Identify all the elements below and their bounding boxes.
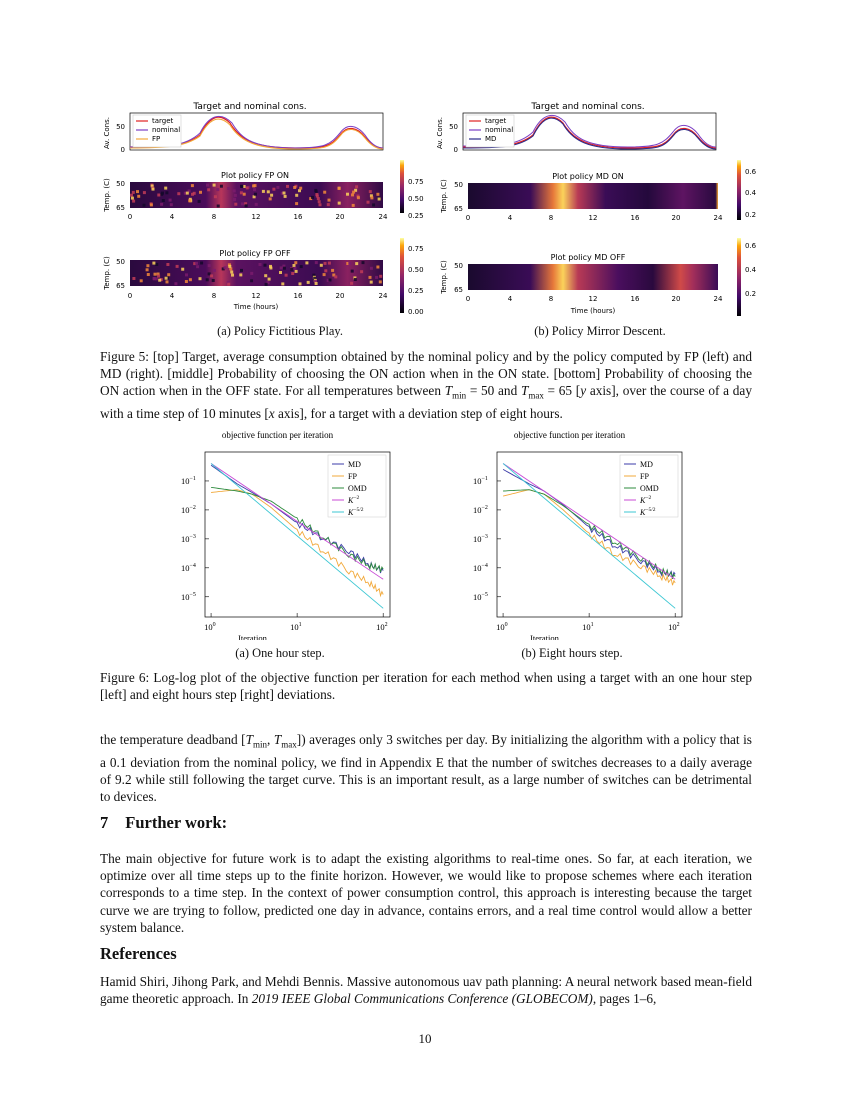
heat-cell — [264, 264, 267, 267]
fig5a-xtick: 4 — [169, 292, 175, 300]
heat-cell — [234, 194, 237, 197]
heat-cell — [299, 282, 302, 285]
fig5b-heat2-xticks — [466, 295, 723, 303]
heat-cell — [230, 271, 233, 274]
fig5b-heat1-map — [468, 183, 718, 209]
fig5a-heat1-ytick: 65 — [116, 204, 125, 212]
heat-cell — [318, 200, 321, 203]
heat-cell — [206, 184, 209, 187]
heat-cell — [307, 281, 310, 284]
heat-cell — [191, 184, 194, 187]
heat-cell — [193, 192, 196, 195]
heat-cell — [188, 199, 191, 202]
heat-cell — [214, 195, 217, 198]
fig5a-xtick: 4 — [169, 213, 175, 221]
heat-cell — [198, 200, 201, 203]
heat-cell — [324, 269, 327, 272]
x-tick-label: $10^0$ — [496, 622, 508, 632]
heat-cell — [181, 268, 184, 271]
legend-label: $K^{-2}$ — [640, 495, 652, 505]
heat-cell — [355, 262, 358, 265]
heat-cell — [305, 261, 308, 264]
fig5-left-panel — [95, 95, 425, 320]
heat-cell — [315, 190, 318, 193]
heat-cell — [253, 188, 256, 191]
fig6b-chart — [452, 425, 692, 640]
heat-cell — [143, 191, 146, 194]
heat-cell — [167, 273, 170, 276]
heat-cell — [329, 279, 332, 282]
heat-cell — [283, 192, 286, 195]
fig5a-cbar1-tick: 0.25 — [408, 212, 424, 220]
heat-cell — [227, 187, 230, 190]
heat-cell — [279, 271, 282, 274]
heat-cell — [351, 270, 354, 273]
fig5b-cbar2-tick: 0.4 — [745, 266, 757, 274]
fig5b-heat2-map — [468, 264, 718, 290]
fig5a-subcaption: (a) Policy Fictitious Play. — [217, 324, 343, 338]
fig5b-xtick: 20 — [671, 295, 681, 303]
heat-cell — [200, 262, 203, 265]
heat-cell — [367, 201, 370, 204]
heat-cell — [233, 189, 236, 192]
heat-cell — [199, 277, 202, 280]
y-tick-label: $10^{-4}$ — [181, 562, 196, 573]
heat-cell — [147, 273, 150, 276]
fig5a-xtick: 16 — [293, 213, 303, 221]
heat-cell — [161, 192, 164, 195]
x-tick-label: $10^1$ — [582, 622, 594, 632]
heat-cell — [239, 273, 242, 276]
fig5a-xtick: 16 — [293, 292, 303, 300]
chart-title: objective function per iteration — [221, 430, 334, 440]
heat-cell — [338, 187, 341, 190]
fig5b-top-title: Target and nominal cons. — [531, 102, 645, 112]
x-axis-label: Iteration — [238, 633, 267, 640]
page-number: 10 — [418, 1031, 432, 1046]
fig5a-heat1-ylabel: Temp. (C) — [103, 178, 111, 212]
heat-cell — [354, 278, 357, 281]
heat-cell — [262, 190, 265, 193]
fig5b-cbar1-tick: 0.4 — [745, 189, 757, 197]
heat-cell — [269, 197, 272, 200]
fig5b-cbar2-tick: 0.2 — [745, 290, 757, 298]
heat-cell — [176, 265, 179, 268]
heat-cell — [352, 204, 355, 207]
y-tick-label: $10^{-2}$ — [473, 504, 488, 515]
heat-cell — [316, 195, 319, 198]
heat-cell — [348, 262, 351, 265]
heat-cell — [284, 195, 287, 198]
heat-cell — [346, 193, 349, 196]
heat-cell — [362, 261, 365, 264]
heat-cell — [146, 268, 149, 271]
heat-cell — [227, 283, 230, 286]
heat-cell — [295, 194, 298, 197]
fig5a-top-ytick: 50 — [116, 123, 125, 131]
heat-cell — [213, 184, 216, 187]
y-tick-label: $10^{-5}$ — [473, 591, 488, 602]
heat-cell — [162, 199, 165, 202]
heat-cell — [372, 203, 375, 206]
heat-cell — [376, 193, 379, 196]
heat-cell — [166, 280, 169, 283]
heat-cell — [338, 202, 341, 205]
heat-cell — [196, 265, 199, 268]
heat-cell — [233, 198, 236, 201]
reference-entry: Hamid Shiri, Jihong Park, and Mehdi Bennis. Massive autonomous uav path planning: A neural network based mean-field game theoretic approach. In 2019 IEEE Global Communications Conference (GLOBECOM), pages 1–6, — [100, 974, 752, 1007]
fig5b-legend-label: nominal — [485, 126, 514, 134]
heat-cell — [146, 264, 149, 267]
fig5-right-panel — [428, 95, 758, 320]
heat-cell — [370, 281, 373, 284]
heat-cell — [217, 205, 220, 208]
fig5b-xtick: 8 — [548, 214, 554, 222]
heat-cell — [323, 191, 326, 194]
heat-cell — [240, 269, 243, 272]
heat-cell — [199, 191, 202, 194]
heat-cell — [254, 193, 257, 196]
heat-cell — [370, 196, 373, 199]
heat-cell — [378, 198, 381, 201]
legend-label: OMD — [348, 484, 367, 493]
heat-cell — [369, 276, 372, 279]
fig5a-xtick: 12 — [251, 292, 261, 300]
legend-label: OMD — [640, 484, 659, 493]
chart-title: objective function per iteration — [513, 430, 626, 440]
legend-label: $K^{-2}$ — [348, 495, 360, 505]
heat-cell — [207, 188, 210, 191]
fig5b-xtick: 20 — [671, 214, 681, 222]
heat-cell — [379, 275, 382, 278]
heat-cell — [270, 194, 273, 197]
fig6a-subcaption: (a) One hour step. — [235, 646, 325, 660]
heat-cell — [293, 264, 296, 267]
heat-cell — [155, 263, 158, 266]
fig5a-legend-label: nominal — [152, 126, 181, 134]
heat-cell — [177, 192, 180, 195]
legend-label: MD — [348, 460, 361, 469]
fig5a-xtick: 8 — [211, 213, 217, 221]
fig5b-xtick: 4 — [507, 214, 513, 222]
heat-cell — [324, 262, 327, 265]
heat-cell — [158, 279, 161, 282]
heat-cell — [291, 272, 294, 275]
heat-cell — [165, 277, 168, 280]
heat-cell — [283, 267, 286, 270]
heat-cell — [295, 202, 298, 205]
heat-cell — [315, 282, 318, 285]
fig5b-xtick: 16 — [630, 295, 640, 303]
fig5b-top-ylabel: Av. Cons. — [436, 117, 444, 149]
heat-cell — [185, 273, 188, 276]
heat-cell — [351, 193, 354, 196]
fig5a-cbar1 — [400, 160, 404, 213]
heat-cell — [220, 185, 223, 188]
heat-cell — [246, 186, 249, 189]
fig5b-heat1-xticks — [466, 214, 723, 222]
fig5a-xtick: 12 — [251, 213, 261, 221]
fig5b-heat1-title: Plot policy MD ON — [552, 172, 624, 181]
heat-cell — [295, 270, 298, 273]
heat-cell — [186, 192, 189, 195]
fig5a-top-ylabel: Av. Cons. — [103, 117, 111, 149]
fig5a-xtick: 24 — [378, 292, 388, 300]
fig5a-legend-label: target — [152, 117, 174, 125]
fig5b-top-ytick: 50 — [449, 123, 458, 131]
fig5a-cbar1-tick: 0.75 — [408, 178, 424, 186]
legend-label: MD — [640, 460, 653, 469]
heat-cell — [132, 200, 135, 203]
x-tick-label: $10^0$ — [204, 622, 216, 632]
heat-cell — [132, 191, 135, 194]
fig5b-xtick: 0 — [465, 214, 471, 222]
heat-cell — [154, 273, 157, 276]
legend-label: FP — [348, 472, 357, 481]
fig5a-top-title: Target and nominal cons. — [193, 102, 307, 112]
fig5b-xtick: 0 — [465, 295, 471, 303]
heat-cell — [243, 193, 246, 196]
heat-cell — [268, 278, 271, 281]
fig5b-cbar2 — [737, 238, 741, 316]
fig5a-cbar2-tick: 0.00 — [408, 308, 424, 316]
fig6-caption: Figure 6: Log-log plot of the objective function per iteration for each method when using a target with an one hour step [left] and eight hours step [right] deviations. — [100, 670, 752, 703]
fig5a-xlabel: Time (hours) — [233, 303, 279, 311]
body-paragraph-2: The main objective for future work is to adapt the existing algorithms to real-time ones. So far, at each iteration, we optimize over all time steps up to the finite horizon. However, we would like to propose schemes where each iteration corresponds to a time step. In the context of power consumption control, this approach is interesting because the target curve we are trying to follow, predicted one day in advance, contains errors, and a real time control would allow a better system balance. — [100, 851, 752, 935]
fig5a-xtick: 8 — [211, 292, 217, 300]
heat-cell — [157, 275, 160, 278]
heat-cell — [234, 203, 237, 206]
fig5b-heat1-ytick: 65 — [454, 205, 463, 213]
heat-cell — [166, 263, 169, 266]
fig5b-cbar1-tick: 0.2 — [745, 211, 757, 219]
heat-cell — [300, 265, 303, 268]
heat-cell — [165, 191, 168, 194]
heat-cell — [153, 277, 156, 280]
heat-cell — [210, 274, 213, 277]
fig5b-legend-label: target — [485, 117, 507, 125]
heat-cell — [231, 274, 234, 277]
heat-cell — [213, 269, 216, 272]
heat-cell — [290, 268, 293, 271]
fig5a-cbar2-tick: 0.50 — [408, 266, 424, 274]
heat-cell — [143, 204, 146, 207]
heat-cell — [294, 261, 297, 264]
fig5b-legend-label: MD — [485, 135, 497, 143]
heat-cell — [136, 190, 139, 193]
heat-cell — [131, 197, 134, 200]
heat-cell — [264, 274, 267, 277]
fig5b-top-ytick: 0 — [453, 146, 458, 154]
heat-cell — [379, 280, 382, 283]
fig5a-heat2-ytick: 50 — [116, 258, 125, 266]
heat-cell — [269, 267, 272, 270]
heat-cell — [140, 279, 143, 282]
heat-cell — [152, 262, 155, 265]
fig5b-xtick: 4 — [507, 295, 513, 303]
heat-cell — [228, 265, 231, 268]
heat-cell — [240, 191, 243, 194]
legend-label: $K^{-5/2}$ — [348, 507, 364, 517]
heat-cell — [323, 273, 326, 276]
heat-cell — [170, 203, 173, 206]
fig5b-heat2-ytick: 65 — [454, 286, 463, 294]
heat-cell — [267, 190, 270, 193]
fig5a-legend-label: FP — [152, 135, 161, 143]
heat-cell — [286, 185, 289, 188]
x-tick-label: $10^2$ — [668, 622, 680, 632]
fig5b-xtick: 8 — [548, 295, 554, 303]
fig5a-heat1-ytick: 50 — [116, 180, 125, 188]
fig5a-xtick: 20 — [335, 292, 345, 300]
fig5a-heat1-xticks — [128, 213, 388, 221]
heat-cell — [376, 266, 379, 269]
heat-cell — [195, 262, 198, 265]
heat-cell — [319, 203, 322, 206]
y-tick-label: $10^{-3}$ — [181, 533, 196, 544]
section-heading — [100, 813, 227, 833]
heat-cell — [370, 267, 373, 270]
heat-cell — [369, 190, 372, 193]
fig5b-cbar2-tick: 0.6 — [745, 242, 757, 250]
heat-cell — [150, 203, 153, 206]
heat-cell — [216, 188, 219, 191]
y-tick-label: $10^{-4}$ — [473, 562, 488, 573]
fig6a-chart — [160, 425, 400, 640]
legend-label: FP — [640, 472, 649, 481]
fig5b-xtick: 12 — [588, 214, 598, 222]
heat-cell — [189, 278, 192, 281]
heat-cell — [276, 186, 279, 189]
heat-cell — [169, 199, 172, 202]
y-tick-label: $10^{-1}$ — [473, 475, 488, 486]
heat-cell — [137, 195, 140, 198]
fig5a-cbar2-tick: 0.75 — [408, 245, 424, 253]
heat-cell — [328, 199, 331, 202]
fig5a-cbar2-tick: 0.25 — [408, 287, 424, 295]
heat-cell — [285, 274, 288, 277]
heat-cell — [224, 266, 227, 269]
heat-cell — [252, 184, 255, 187]
references-heading: References — [100, 944, 177, 963]
heat-cell — [360, 270, 363, 273]
fig5b-subcaption: (b) Policy Mirror Descent. — [534, 324, 666, 338]
fig5b-heat2-ytick: 50 — [454, 262, 463, 270]
fig5a-cbar2 — [400, 238, 404, 313]
fig5b-xtick: 16 — [630, 214, 640, 222]
fig5a-heat2-ytick: 65 — [116, 282, 125, 290]
fig5b-xtick: 24 — [713, 214, 723, 222]
heat-cell — [280, 266, 283, 269]
heat-cell — [206, 278, 209, 281]
x-tick-label: $10^1$ — [290, 622, 302, 632]
heat-cell — [327, 203, 330, 206]
fig5b-xtick: 12 — [588, 295, 598, 303]
heat-cell — [185, 280, 188, 283]
y-tick-label: $10^{-5}$ — [181, 591, 196, 602]
fig5a-xtick: 0 — [127, 213, 133, 221]
heat-cell — [320, 264, 323, 267]
heat-cell — [208, 264, 211, 267]
heat-cell — [255, 203, 258, 206]
heat-cell — [350, 282, 353, 285]
heat-cell — [375, 276, 378, 279]
heat-cell — [245, 204, 248, 207]
x-tick-label: $10^2$ — [376, 622, 388, 632]
heat-cell — [328, 262, 331, 265]
fig5a-heat2-ylabel: Temp. (C) — [103, 256, 111, 290]
heat-cell — [293, 267, 296, 270]
heat-cell — [293, 186, 296, 189]
fig5-caption: Figure 5: [top] Target, average consumption obtained by the nominal policy and by the policy computed by FP (left) and MD (right). [middle] Probability of choosing the ON action when in the ON state. [bottom] Probability of choosing the ON action when in the OFF state. For all temperatures between $T_{min} = 50$ and $T_{max} = 65$ [y axis], over the course of a day with a time step of 10 minutes [x axis], for a target with a deviation step of eight hours. — [100, 349, 752, 422]
heat-cell — [174, 282, 177, 285]
heat-cell — [357, 196, 360, 199]
fig6b-subcaption: (b) Eight hours step. — [521, 646, 623, 660]
y-tick-label: $10^{-1}$ — [181, 475, 196, 486]
fig5b-xtick: 24 — [713, 295, 723, 303]
fig5b-heat2-title: Plot policy MD OFF — [550, 253, 626, 262]
heat-cell — [241, 202, 244, 205]
y-tick-label: $10^{-2}$ — [181, 504, 196, 515]
heat-cell — [259, 263, 262, 266]
fig5b-heat2-ylabel: Temp. (C) — [440, 260, 448, 294]
fig5b-cbar1-tick: 0.6 — [745, 168, 757, 176]
x-axis-label: Iteration — [530, 633, 559, 640]
heat-cell — [272, 188, 275, 191]
heat-cell — [265, 283, 268, 286]
fig5a-heat2-title: Plot policy FP OFF — [219, 249, 291, 258]
fig5a-xtick: 24 — [378, 213, 388, 221]
heat-cell — [212, 279, 215, 282]
fig5a-cbar1-tick: 0.50 — [408, 195, 424, 203]
heat-cell — [299, 187, 302, 190]
legend-label: $K^{-5/2}$ — [640, 507, 656, 517]
heat-cell — [250, 272, 253, 275]
fig5a-heat2-xticks — [128, 292, 388, 300]
heat-cell — [315, 261, 318, 264]
heat-cell — [164, 187, 167, 190]
fig5b-xlabel: Time (hours) — [570, 307, 616, 315]
heat-cell — [152, 188, 155, 191]
heat-cell — [331, 269, 334, 272]
heat-cell — [240, 185, 243, 188]
fig5b-heat1-ylabel: Temp. (C) — [440, 179, 448, 213]
body-paragraph-1: the temperature deadband [$T_{min}$, $T_{max}$]) averages only 3 switches per day. By initializing the algorithm with a policy that is a 0.1 deviation from the nominal policy, we find in Appendix E that the number of switches decreases to a daily average of 9.2 while still following the target curve. This is an important result, as a large number of switches can be detrimental to devices. — [100, 732, 752, 805]
fig5b-cbar1 — [737, 160, 741, 220]
heat-cell — [157, 194, 160, 197]
fig5a-xtick: 0 — [127, 292, 133, 300]
section-title: Further work: — [125, 813, 228, 832]
heat-cell — [311, 196, 314, 199]
fig5a-heat1-title: Plot policy FP ON — [221, 171, 289, 180]
heat-cell — [334, 275, 337, 278]
fig5b-heat1-ytick: 50 — [454, 181, 463, 189]
heat-cell — [253, 195, 256, 198]
heat-cell — [281, 282, 284, 285]
heat-cell — [352, 191, 355, 194]
heat-cell — [160, 203, 163, 206]
section-number: 7 — [100, 813, 109, 832]
fig5a-top-ytick: 0 — [120, 146, 125, 154]
heat-cell — [250, 279, 253, 282]
heat-cell — [130, 194, 133, 197]
heat-cell — [132, 277, 135, 280]
heat-cell — [355, 185, 358, 188]
y-tick-label: $10^{-3}$ — [473, 533, 488, 544]
fig5a-xtick: 20 — [335, 213, 345, 221]
